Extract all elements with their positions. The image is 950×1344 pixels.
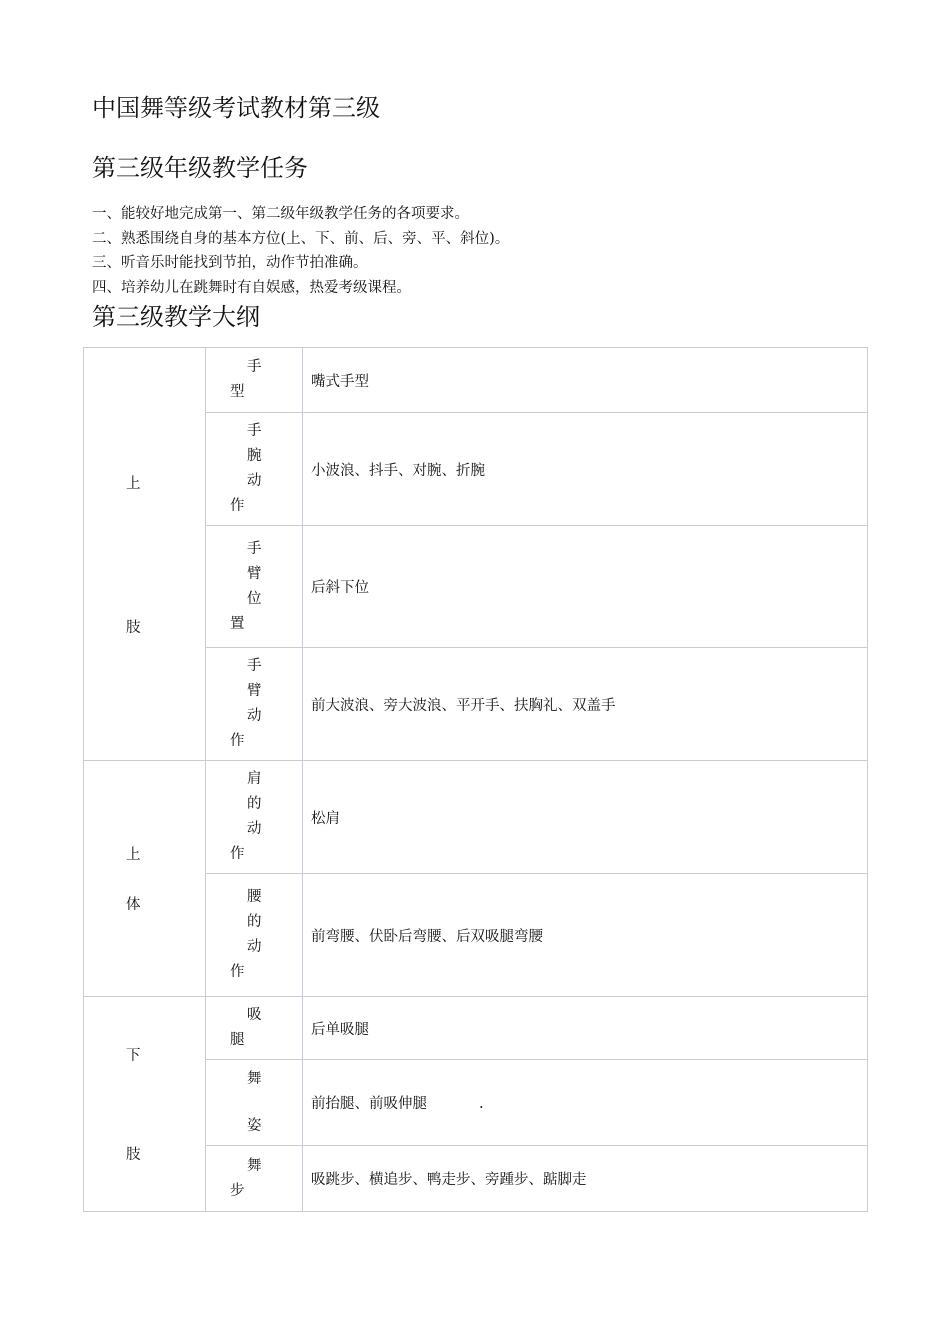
category-char: 上 (126, 475, 141, 492)
category-cell-upper-body (84, 761, 206, 997)
table-row (84, 761, 868, 874)
subcategory-char: 腰 (247, 889, 262, 905)
subcategory-char: 臂 (247, 683, 262, 699)
subcategory-char: 作 (230, 498, 245, 514)
category-cell-lower-limb (84, 997, 206, 1212)
subcategory-cell (206, 648, 303, 761)
section-title-tasks: 第三级年级教学任务 (92, 154, 308, 182)
subcategory-char: 作 (230, 733, 245, 749)
subcategory-char: 吸 (247, 1007, 262, 1023)
category-char: 肢 (126, 1147, 141, 1163)
subcategory-char: 置 (230, 615, 245, 632)
category-char: 体 (126, 897, 141, 913)
category-cell-upper-limb (84, 348, 206, 761)
content-mark: . (479, 1096, 484, 1112)
content-cell (303, 1060, 868, 1146)
subcategory-char: 动 (247, 821, 262, 837)
subcategory-char: 舞 (247, 1070, 262, 1087)
section-title-outline: 第三级教学大纲 (92, 303, 260, 331)
subcategory-char: 型 (230, 384, 245, 400)
category-char: 下 (126, 1048, 141, 1064)
subcategory-char: 动 (247, 939, 262, 955)
subcategory-char: 手 (247, 423, 262, 439)
subcategory-char: 步 (230, 1182, 245, 1199)
content-cell: 后斜下位 (303, 526, 868, 648)
content-cell: 前弯腰、伏卧后弯腰、后双吸腿弯腰 (303, 874, 868, 997)
subcategory-char: 作 (230, 964, 245, 980)
content-cell: 小波浪、抖手、对腕、折腕 (303, 413, 868, 526)
subcategory-cell (206, 1146, 303, 1212)
subcategory-char: 动 (247, 708, 262, 724)
subcategory-cell (206, 1060, 303, 1146)
subcategory-char: 姿 (247, 1117, 262, 1134)
subcategory-char: 手 (247, 359, 262, 375)
task-item: 三、听音乐时能找到节拍，动作节拍准确。 (92, 255, 368, 271)
category-char: 上 (126, 847, 141, 863)
task-item: 二、熟悉围绕自身的基本方位(上、下、前、后、旁、平、斜位)。 (92, 230, 510, 247)
table-row (84, 348, 868, 413)
subcategory-cell (206, 997, 303, 1060)
task-item: 一、能较好地完成第一、第二级年级教学任务的各项要求。 (92, 206, 469, 222)
subcategory-char: 肩 (247, 771, 262, 787)
subcategory-char: 动 (247, 473, 262, 489)
content-cell: 后单吸腿 (303, 997, 868, 1060)
subcategory-cell (206, 761, 303, 874)
subcategory-char: 的 (247, 796, 262, 812)
content-cell: 前大波浪、旁大波浪、平开手、扶胸礼、双盖手 (303, 648, 868, 761)
subcategory-char: 手 (247, 658, 262, 674)
subcategory-char: 作 (230, 846, 245, 862)
subcategory-char: 臂 (247, 565, 262, 582)
table-row (84, 997, 868, 1060)
subcategory-cell (206, 413, 303, 526)
subcategory-char: 手 (247, 540, 262, 557)
subcategory-char: 的 (247, 914, 262, 930)
category-char: 肢 (126, 619, 141, 636)
document-title: 中国舞等级考试教材第三级 (92, 94, 380, 122)
task-list (92, 202, 509, 300)
subcategory-char: 位 (247, 590, 262, 607)
content-cell: 松肩 (303, 761, 868, 874)
content-text: 前抬腿、前吸伸腿 (311, 1096, 427, 1112)
outline-table (83, 347, 868, 1212)
subcategory-char: 腕 (247, 448, 262, 464)
subcategory-cell (206, 526, 303, 648)
subcategory-char: 腿 (230, 1032, 245, 1048)
subcategory-cell (206, 348, 303, 413)
subcategory-cell (206, 874, 303, 997)
task-item: 四、培养幼儿在跳舞时有自娱感，热爱考级课程。 (92, 279, 411, 296)
content-cell: 嘴式手型 (303, 348, 868, 413)
content-cell: 吸跳步、横追步、鸭走步、旁踵步、踮脚走 (303, 1146, 868, 1212)
subcategory-char: 舞 (247, 1157, 262, 1174)
